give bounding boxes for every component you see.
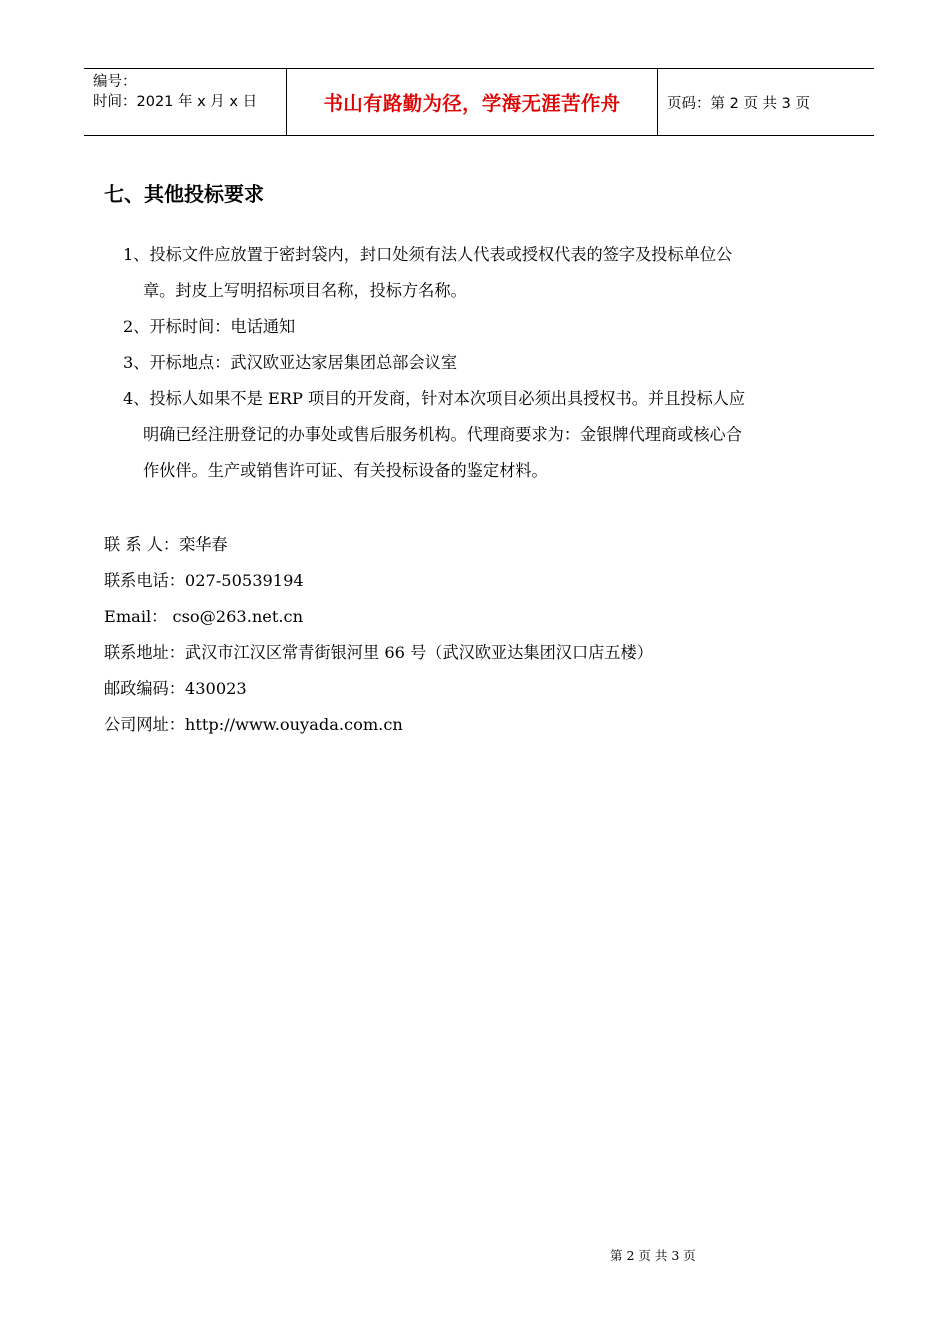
header-time-label: 时间：2021 年 x 月 x 日 (93, 94, 258, 110)
requirement-item-1 (123, 237, 858, 309)
contact-person: 联 系 人：栾华春 (104, 535, 228, 554)
contact-phone: 联系电话：027-50539194 (104, 571, 304, 590)
requirement-4-line-3: 作伙伴。生产或销售许可证、有关投标设备的鉴定材料。 (143, 461, 548, 480)
header-page-info: 页码：第 2 页 共 3 页 (667, 95, 810, 112)
requirement-2-line-1: 2、开标时间：电话通知 (123, 317, 296, 336)
header-meta (84, 69, 286, 135)
contact-postcode: 邮政编码：430023 (104, 679, 247, 698)
requirement-item-2 (123, 309, 858, 345)
contact-address: 联系地址：武汉市江汉区常青街银河里 66 号（武汉欧亚达集团汉口店五楼） (104, 643, 653, 662)
requirement-1-line-1: 1、投标文件应放置于密封袋内，封口处须有法人代表或授权代表的签字及投标单位公 (123, 245, 733, 264)
contact-email: Email： cso@263.net.cn (104, 607, 304, 626)
contact-website: 公司网址：http://www.ouyada.com.cn (104, 715, 403, 734)
header-number-label: 编号： (93, 74, 137, 90)
header-motto: 书山有路勤为径，学海无涯苦作舟 (286, 69, 658, 135)
requirement-4-line-1: 4、投标人如果不是 ERP 项目的开发商，针对本次项目必须出具授权书。并且投标人应 (123, 389, 746, 408)
requirement-1-line-2: 章。封皮上写明招标项目名称，投标方名称。 (143, 281, 467, 300)
requirement-item-4 (123, 381, 858, 489)
requirement-item-3 (123, 345, 858, 381)
section-title: 七、其他投标要求 (104, 182, 264, 206)
requirement-4-line-2: 明确已经注册登记的办事处或售后服务机构。代理商要求为：金银牌代理商或核心合 (143, 425, 742, 444)
footer-page-number: 第 2 页 共 3 页 (610, 1248, 696, 1263)
requirement-3-line-1: 3、开标地点：武汉欧亚达家居集团总部会议室 (123, 353, 458, 372)
page-header (84, 68, 874, 136)
